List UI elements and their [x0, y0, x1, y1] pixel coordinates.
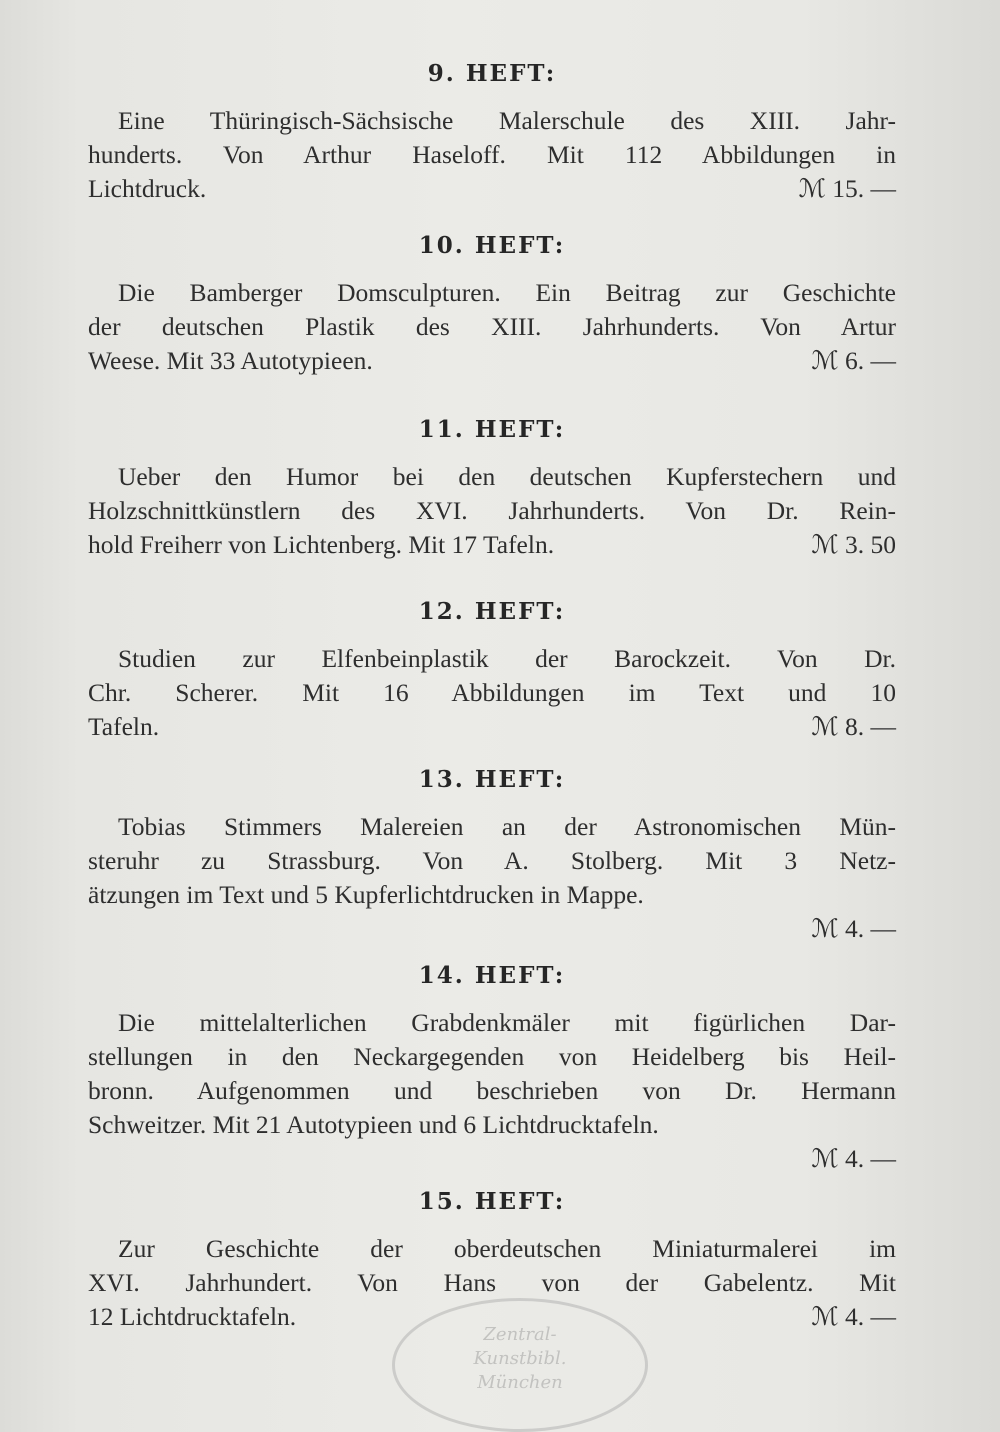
- text-line: hunderts. Von Arthur Haseloff. Mit 112 Abbildungen in: [88, 140, 896, 169]
- text-line-last: [88, 172, 896, 206]
- stamp-line: München: [477, 1372, 563, 1393]
- text-line: Weese. Mit 33 Autotypieen.: [88, 346, 373, 375]
- library-stamp: [392, 1298, 648, 1432]
- price: ℳ 15. —: [798, 174, 896, 203]
- text-line: stellungen in den Neckargegenden von Heidelberg bis Heil-: [88, 1042, 896, 1071]
- text-line: Zur Geschichte der oberdeutschen Miniaturmalerei im: [118, 1234, 896, 1263]
- text-line: XVI. Jahrhundert. Von Hans von der Gabelentz. Mit: [88, 1268, 896, 1297]
- text-line: Lichtdruck.: [88, 174, 207, 203]
- entry-heading: 15. HEFT:: [418, 1188, 566, 1215]
- entry-text: [88, 810, 896, 946]
- entry-heading: 13. HEFT:: [418, 766, 566, 793]
- entry-heft-12: [88, 596, 896, 744]
- entry-text: [88, 1006, 896, 1176]
- text-line: steruhr zu Strassburg. Von A. Stolberg. Mit 3 Netz-: [88, 846, 896, 875]
- stamp-line: Kunstbibl.: [473, 1348, 567, 1369]
- text-line: Schweitzer. Mit 21 Autotypieen und 6 Lichtdrucktafeln.: [88, 1110, 659, 1139]
- entry-heading: 10. HEFT:: [418, 232, 566, 259]
- text-line-last: [88, 528, 896, 562]
- entry-text: [88, 460, 896, 562]
- price: ℳ 3. 50: [811, 530, 896, 559]
- price: ℳ 4. —: [811, 1302, 896, 1331]
- text-line: bronn. Aufgenommen und beschrieben von Dr. Hermann: [88, 1076, 896, 1105]
- price: ℳ 6. —: [811, 346, 896, 375]
- entry-heft-14: [88, 960, 896, 1176]
- entry-heft-13: [88, 764, 896, 946]
- text-line: der deutschen Plastik des XIII. Jahrhunderts. Von Artur: [88, 312, 896, 341]
- entry-heading: 12. HEFT:: [418, 598, 566, 625]
- price: ℳ 4. —: [811, 914, 896, 943]
- text-line: Studien zur Elfenbeinplastik der Barockzeit. Von Dr.: [118, 644, 896, 673]
- text-line-last: [88, 878, 896, 912]
- entry-heading: 9. HEFT:: [427, 60, 557, 87]
- entry-text: [88, 642, 896, 744]
- text-line: Die Bamberger Domsculpturen. Ein Beitrag zur Geschichte: [118, 278, 896, 307]
- text-line-last: [88, 344, 896, 378]
- entry-heading: 11. HEFT:: [418, 416, 566, 443]
- entry-text: [88, 104, 896, 206]
- text-line: Die mittelalterlichen Grabdenkmäler mit figürlichen Dar-: [118, 1008, 896, 1037]
- text-line-last: [88, 710, 896, 744]
- entry-heft-10: [88, 230, 896, 378]
- text-line: hold Freiherr von Lichtenberg. Mit 17 Tafeln.: [88, 530, 555, 559]
- entry-heading: 14. HEFT:: [418, 962, 566, 989]
- text-line: Ueber den Humor bei den deutschen Kupferstechern und: [118, 462, 896, 491]
- text-line-last: [88, 1108, 896, 1142]
- entry-text: [88, 276, 896, 378]
- price: ℳ 4. —: [811, 1144, 896, 1173]
- text-line: Eine Thüringisch-Sächsische Malerschule des XIII. Jahr-: [118, 106, 896, 135]
- entry-heft-9: [88, 58, 896, 206]
- text-line: Tobias Stimmers Malereien an der Astronomischen Mün-: [118, 812, 896, 841]
- text-line: Tafeln.: [88, 712, 160, 741]
- text-line: ätzungen im Text und 5 Kupferlichtdrucken in Mappe.: [88, 880, 644, 909]
- text-line: 12 Lichtdrucktafeln.: [88, 1302, 297, 1331]
- entry-heft-11: [88, 414, 896, 562]
- text-line: Chr. Scherer. Mit 16 Abbildungen im Text und 10: [88, 678, 896, 707]
- stamp-line: Zentral-: [483, 1324, 557, 1345]
- text-line: Holzschnittkünstlern des XVI. Jahrhunderts. Von Dr. Rein-: [88, 496, 896, 525]
- price: ℳ 8. —: [811, 712, 896, 741]
